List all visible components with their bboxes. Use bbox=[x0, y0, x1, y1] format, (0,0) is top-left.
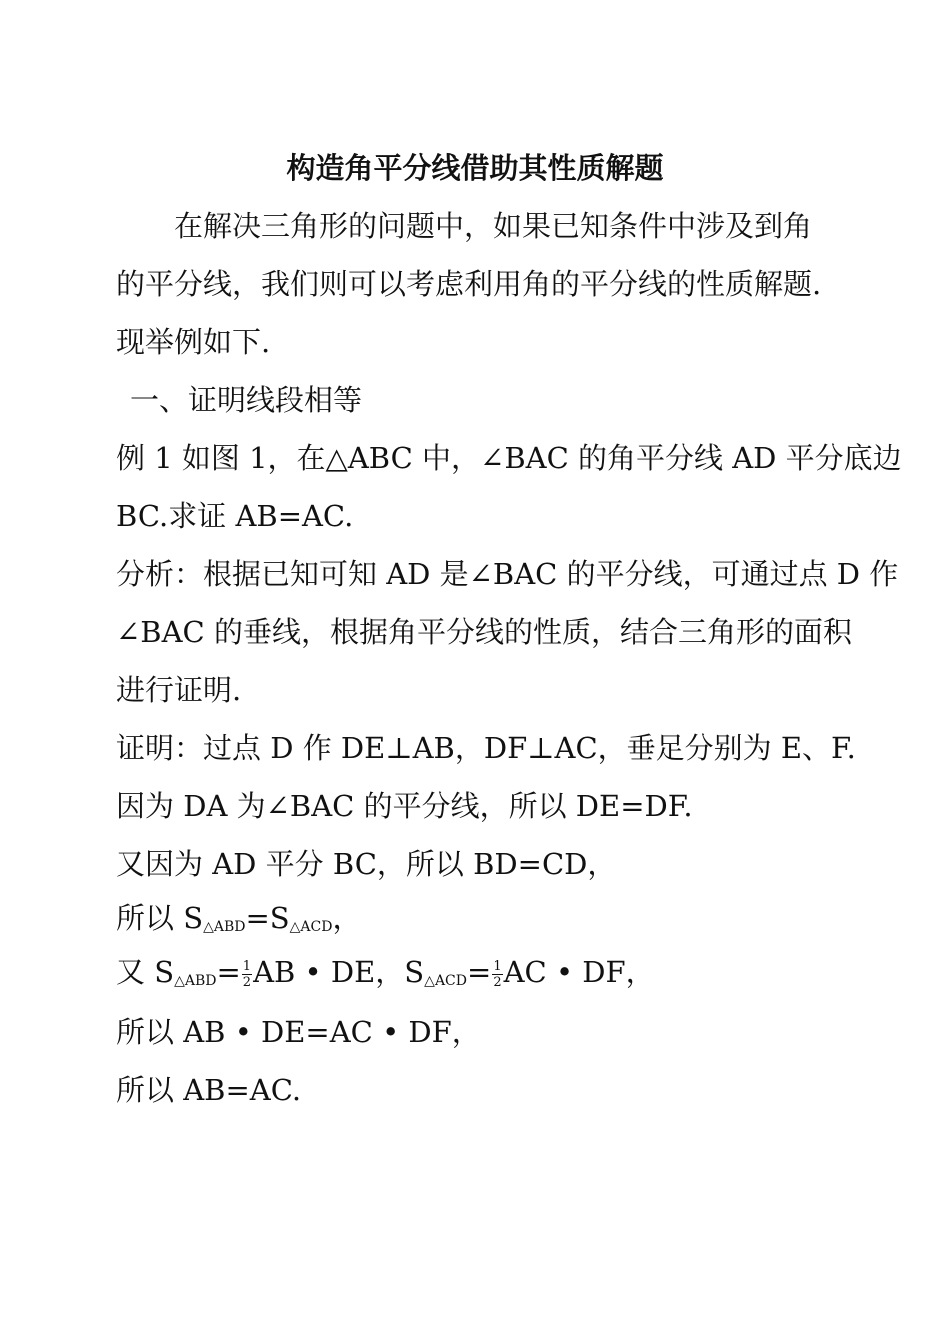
area-eq-sub-acd: △ACD bbox=[289, 919, 333, 935]
intro-line-1: 在解决三角形的问题中，如果已知条件中涉及到角 bbox=[174, 209, 813, 243]
analysis-line-1: 分析：根据已知可知 AD 是∠BAC 的平分线，可通过点 D 作 bbox=[116, 557, 899, 591]
formula-prefix: 又 S bbox=[116, 955, 175, 989]
document-title: 构造角平分线借助其性质解题 bbox=[286, 151, 664, 185]
area-equality-line bbox=[116, 898, 362, 947]
fraction-numerator: 1 bbox=[493, 958, 502, 974]
area-eq-sub-abd: △ABD bbox=[203, 919, 246, 935]
proof-line-2: 因为 DA 为∠BAC 的平分线，所以 DE=DF. bbox=[116, 789, 693, 823]
fraction-half-1 bbox=[242, 959, 252, 990]
proof-end-line-1: 所以 AB • DE=AC • DF， bbox=[116, 1015, 481, 1049]
fraction-denominator: 2 bbox=[242, 974, 252, 990]
analysis-line-3: 进行证明. bbox=[116, 673, 242, 707]
area-eq-suffix: ， bbox=[332, 901, 362, 935]
proof-end-line-2: 所以 AB=AC. bbox=[116, 1073, 302, 1107]
area-formula-line bbox=[116, 952, 655, 1001]
formula-eq-2: = bbox=[467, 955, 492, 989]
intro-line-2: 的平分线，我们则可以考虑利用角的平分线的性质解题. bbox=[116, 267, 822, 301]
fraction-numerator: 1 bbox=[242, 958, 252, 974]
analysis-line-2: ∠BAC 的垂线，根据角平分线的性质，结合三角形的面积 bbox=[116, 615, 852, 649]
area-eq-prefix: 所以 S bbox=[116, 901, 204, 935]
formula-term-1: AB • DE，S bbox=[253, 955, 425, 989]
example-line-2: BC.求证 AB=AC. bbox=[116, 499, 354, 533]
formula-term-2: AC • DF， bbox=[503, 955, 655, 989]
fraction-half-2 bbox=[492, 959, 502, 990]
area-eq-mid: =S bbox=[245, 901, 290, 935]
formula-sub-abd: △ABD bbox=[174, 973, 217, 989]
example-line-1: 例 1 如图 1，在△ABC 中，∠BAC 的角平分线 AD 平分底边 bbox=[116, 441, 902, 475]
intro-line-3: 现举例如下. bbox=[116, 325, 271, 359]
proof-line-1: 证明：过点 D 作 DE⊥AB，DF⊥AC，垂足分别为 E、F. bbox=[116, 731, 856, 765]
section-heading: 一、证明线段相等 bbox=[130, 383, 363, 417]
formula-sub-acd: △ACD bbox=[424, 973, 467, 989]
formula-eq-1: = bbox=[216, 955, 241, 989]
proof-line-3: 又因为 AD 平分 BC，所以 BD=CD， bbox=[116, 847, 617, 881]
fraction-denominator: 2 bbox=[493, 974, 502, 990]
